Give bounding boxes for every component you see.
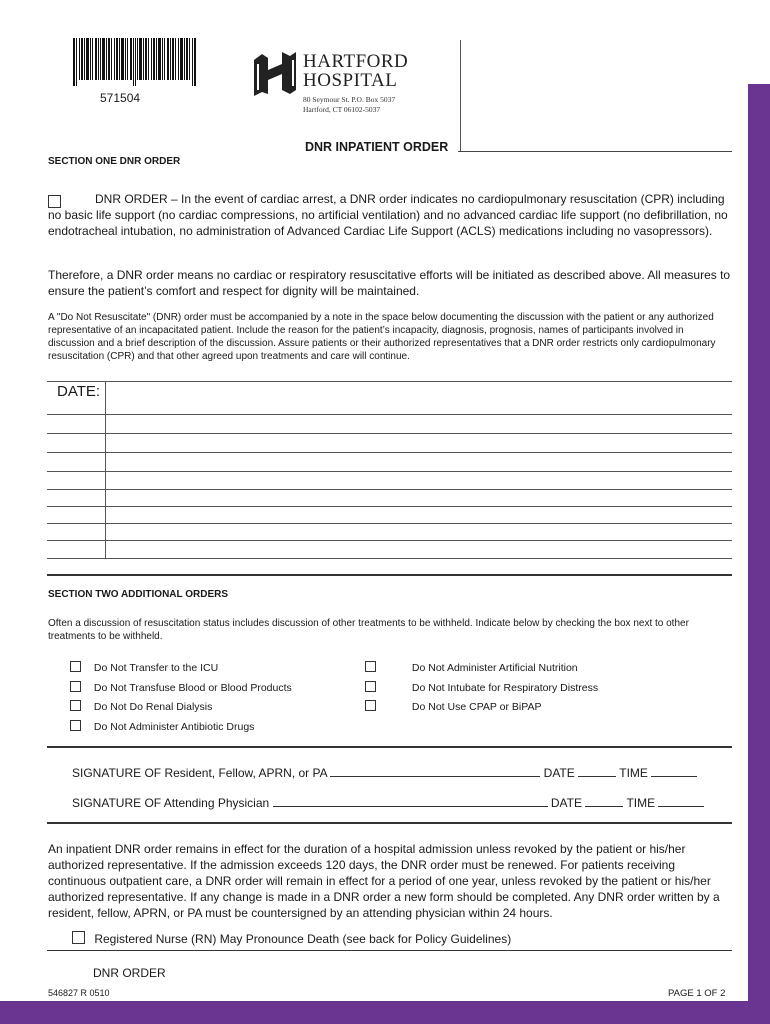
org-address [303,95,395,115]
section-divider [47,746,732,748]
check-item-label: Do Not Administer Antibiotic Drugs [93,721,255,733]
check-item-label: Do Not Do Renal Dialysis [93,701,213,713]
footer-divider [47,950,732,951]
time-label: TIME [619,766,648,780]
resident-signature-field[interactable] [330,764,540,777]
check-item-label: Do Not Intubate for Respiratory Distress [411,682,599,694]
table-row-line [47,540,732,541]
section-divider [47,822,732,824]
check-item-label: Do Not Administer Artificial Nutrition [411,662,578,674]
rn-pronounce-option[interactable] [72,931,511,946]
dnr-note-instructions: A "Do Not Resuscitate" (DNR) order must be accompanied by a note in the space below documenting the discussion with the patient or any authorized representative of an incapacitated patient. Include the reason for the patient’s incapacity, diagnosis, prognosis, names of participants involved in discussion and a brief description of the discussion. Assure patients or their authorized representatives that a DNR order restricts only cardiopulmonary resuscitation (CPR) and that other agreed upon treatments and care will continue. [48,312,716,362]
header-divider [460,40,461,152]
check-item-no-dialysis[interactable] [70,700,212,713]
purple-bottom-bar [0,1001,770,1024]
attending-signature-label: SIGNATURE OF Attending Physician [72,796,270,810]
check-item-no-nutrition[interactable] [365,661,578,674]
check-item-label: Do Not Transfuse Blood or Blood Products [93,682,292,694]
check-item-label: Do Not Use CPAP or BiPAP [411,701,542,713]
section-two-heading: SECTION TWO ADDITIONAL ORDERS [48,589,228,600]
patient-label-line [458,151,732,152]
form-name: DNR ORDER [93,966,166,980]
table-row-line [47,523,732,524]
org-name-line1: HARTFORD [303,51,409,72]
attending-date-field[interactable] [585,794,623,807]
section-two-intro: Often a discussion of resuscitation status includes discussion of other treatments to be withheld. Indicate below by checking the box next to other treatments to be withheld. [48,618,689,642]
date-column-header: DATE: [57,383,101,400]
rn-pronounce-label: Registered Nurse (RN) May Pronounce Death (see back for Policy Guidelines) [94,932,512,946]
hartford-hospital-logo-icon [252,50,298,98]
check-item-no-intubation[interactable] [365,681,598,694]
checkbox[interactable] [70,661,81,672]
therefore-text: Therefore, a DNR order means no cardiac or respiratory resuscitative efforts will be initiated as described above. All measures to ensure the patient’s comfort and respect for dignity will be maintained. [48,268,731,298]
dnr-order-text: DNR ORDER – In the event of cardiac arrest, a DNR order indicates no cardiopulmonary resuscitation (CPR) including no basic life support (no cardiac compressions, no artificial ventilation) and no advanced cardiac life support (no defibrillation, no endotracheal intubation, no administration of Advanced Cardiac Life Support (ACLS) medications including no vasopressors). [48,192,728,238]
org-name [303,52,408,90]
checkbox[interactable] [365,700,376,711]
barcode-number: 571504 [100,91,141,105]
time-label: TIME [626,796,656,810]
checkbox[interactable] [70,700,81,711]
form-title: DNR INPATIENT ORDER [305,140,449,154]
table-column-divider [105,381,106,559]
attending-time-field[interactable] [658,794,704,807]
check-item-no-cpap[interactable] [365,700,541,713]
address-line2: Hartford, CT 06102-5037 [303,105,381,114]
attending-signature-row [72,794,732,810]
attending-signature-field[interactable] [273,794,548,807]
page-number: PAGE 1 OF 2 [668,988,726,999]
table-row-line [47,452,732,453]
table-row-line [47,471,732,472]
table-row-line [47,489,732,490]
barcode-image [73,38,197,86]
org-name-line2: HOSPITAL [303,70,398,91]
section-one-heading: SECTION ONE DNR ORDER [48,156,181,167]
check-item-label: Do Not Transfer to the ICU [93,662,219,674]
purple-side-bar [748,84,770,1024]
section-divider [47,574,732,576]
table-row-line [47,506,732,507]
check-item-no-transfusion[interactable] [70,681,292,694]
table-row-line [47,414,732,415]
resident-date-field[interactable] [578,764,616,777]
checkbox[interactable] [70,720,81,731]
dnr-validity-text: An inpatient DNR order remains in effect for the duration of a hospital admission unless revoked by the patient or his/her authorized representative. If the admission exceeds 120 days, the DNR order must be renewed. For patients receiving continuous outpatient care, a DNR order will remain in effect for a period of one year, unless revoked by the patient or his/her authorized representative. If any change is made in a DNR order a new form should be completed. Any DNR order written by a resident, fellow, APRN, or PA must be countersigned by an attending physician within 24 hours. [48,842,720,920]
check-item-no-antibiotics[interactable] [70,720,254,733]
table-row-line [47,381,732,382]
table-row-line [47,433,732,434]
checkbox[interactable] [365,661,376,672]
table-row-line [47,558,732,559]
checkbox[interactable] [365,681,376,692]
check-item-no-icu-transfer[interactable] [70,661,218,674]
address-line1: 80 Seymour St. P.O. Box 5037 [303,95,396,104]
date-label: DATE [543,766,575,780]
resident-time-field[interactable] [651,764,697,777]
checkbox[interactable] [70,681,81,692]
resident-signature-label: SIGNATURE OF Resident, Fellow, APRN, or PA [72,766,327,780]
resident-signature-row [72,764,732,780]
date-label: DATE [550,796,582,810]
form-code: 546827 R 0510 [48,988,110,998]
rn-pronounce-checkbox[interactable] [72,931,85,944]
